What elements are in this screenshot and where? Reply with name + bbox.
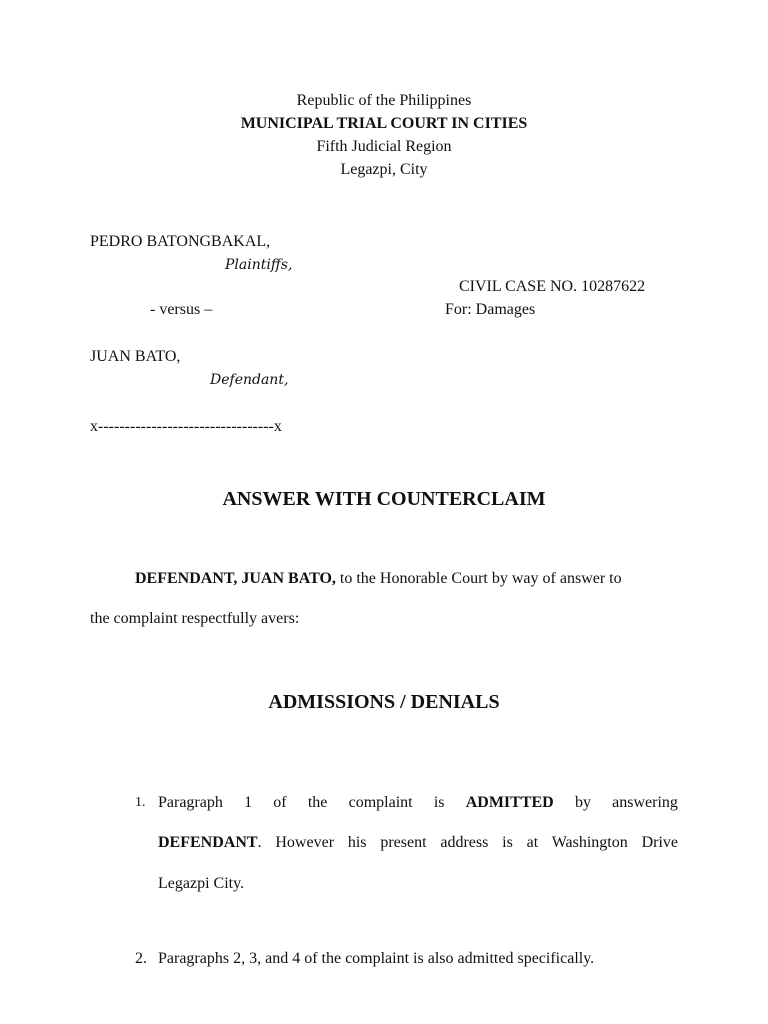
intro-line-2: the complaint respectfully avers: — [90, 610, 300, 627]
document-title: ANSWER WITH COUNTERCLAIM — [222, 488, 546, 510]
section-heading: ADMISSIONS / DENIALS — [268, 691, 500, 713]
case-type: For: Damages — [445, 301, 536, 318]
item-1-word: by — [574, 794, 591, 811]
item-1-word: complaint — [348, 794, 413, 811]
item-1-word: the — [307, 794, 328, 811]
case-number: CIVIL CASE NO. 10287622 — [459, 278, 646, 295]
item-1-word: of — [273, 794, 287, 811]
intro-line-1 — [135, 569, 622, 589]
item-1-word: answering — [612, 794, 678, 811]
item-2-number: 2. — [135, 950, 147, 967]
item-1-word: is — [433, 794, 445, 811]
plaintiff-role: Plaintiffs, — [225, 257, 293, 273]
caption-separator: x---------------------------------x — [90, 418, 282, 435]
defendant-role: Defendant, — [210, 372, 289, 388]
item-1-word: Paragraph — [158, 794, 223, 811]
item-2-text: Paragraphs 2, 3, and 4 of the complaint is also admitted specifically. — [158, 950, 595, 967]
item-1-defendant: DEFENDANT — [158, 834, 258, 851]
item-1-word: 1 — [244, 794, 253, 811]
item-1-line-2 — [158, 833, 678, 853]
item-1-admitted: ADMITTED — [465, 794, 554, 811]
intro-party: DEFENDANT, JUAN BATO, — [135, 570, 336, 587]
item-1-line-1 — [158, 793, 678, 813]
versus-label: - versus – — [150, 301, 213, 318]
intro-line-1-rest: to the Honorable Court by way of answer to — [335, 570, 622, 587]
item-1-line-2-rest: . However his present address is at Washington Drive — [257, 834, 678, 851]
republic-line: Republic of the Philippines — [296, 92, 472, 109]
defendant-name: JUAN BATO, — [90, 348, 181, 365]
court-name: MUNICIPAL TRIAL COURT IN CITIES — [240, 115, 528, 132]
court-city: Legazpi, City — [340, 161, 428, 178]
judicial-region: Fifth Judicial Region — [316, 138, 452, 155]
item-1-line-3: Legazpi City. — [158, 875, 245, 892]
plaintiff-name: PEDRO BATONGBAKAL, — [90, 233, 271, 250]
item-1-number: 1. — [135, 795, 146, 810]
